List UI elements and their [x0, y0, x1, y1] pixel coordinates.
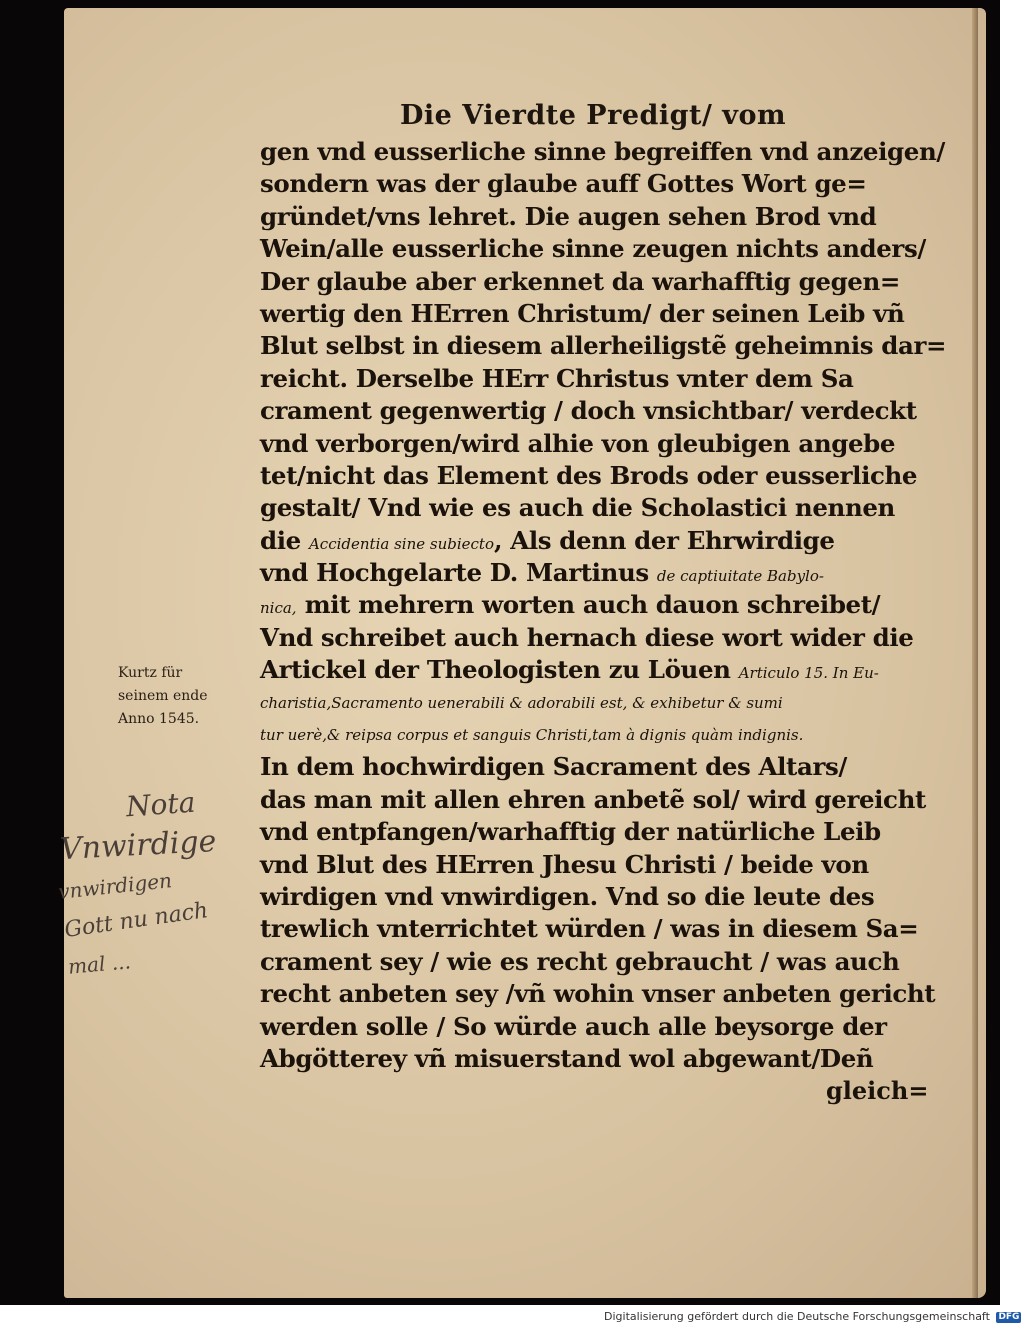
dfg-logo: DFG: [998, 1311, 1020, 1322]
marginal-note-line: Anno 1545.: [118, 711, 200, 727]
marginal-note-line: Kurtz für: [118, 665, 183, 681]
text-line: Vnd schreibet auch hernach diese wort wider die: [260, 622, 914, 652]
text-fragment: , Als denn der Ehrwirdige: [493, 525, 835, 555]
latin-line: tur uerè,& reipsa corpus et sanguis Christi,tam à dignis quàm indignis.: [260, 726, 804, 745]
text-fragment: vnd Hochgelarte D. Martinus: [260, 558, 657, 588]
latin-fragment: Articulo 15. In Eu-: [738, 664, 879, 683]
text-line: gestalt/ Vnd wie es auch die Scholastici nennen: [260, 493, 895, 523]
text-line: werden solle / So würde auch alle beysorge der: [260, 1011, 887, 1041]
text-line: tet/nicht das Element des Brods oder eusserliche: [260, 460, 918, 490]
running-head: Die Vierdte Predigt/ vom: [400, 100, 787, 131]
text-line: recht anbeten sey /vñ wohin vnser anbeten gericht: [260, 979, 936, 1009]
text-line: vnd entpfangen/warhafftig der natürliche Leib: [260, 817, 881, 847]
latin-fragment: de captiuitate Babylo-: [656, 567, 824, 586]
text-line: wertig den HErren Christum/ der seinen Leib vñ: [260, 298, 905, 328]
text-line: das man mit allen ehren anbetẽ sol/ wird gereicht: [260, 784, 926, 814]
text-line: [260, 525, 926, 557]
text-line: [260, 589, 926, 621]
text-line: Wein/alle eusserliche sinne zeugen nichts anders/: [260, 234, 926, 264]
text-line: sondern was der glaube auff Gottes Wort ge=: [260, 169, 867, 199]
text-line: gründet/vns lehret. Die augen sehen Brod vnd: [260, 201, 877, 231]
text-fragment: Artickel der Theologisten zu Löuen: [260, 655, 739, 685]
credit-text: Digitalisierung gefördert durch die Deutsche Forschungsgemeinschaft: [604, 1310, 990, 1323]
text-line: vnd Blut des HErren Jhesu Christi / beide von: [260, 849, 869, 879]
text-line: crament sey / wie es recht gebraucht / was auch: [260, 946, 900, 976]
text-line: In dem hochwirdigen Sacrament des Altars/: [260, 752, 847, 782]
text-line: wirdigen vnd vnwirdigen. Vnd so die leute des: [260, 881, 875, 911]
text-line: [260, 557, 926, 589]
handwriting-line: Nota: [124, 785, 197, 824]
marginal-note-line: seinem ende: [118, 688, 208, 704]
text-line: gen vnd eusserliche sinne begreiffen vnd anzeigen/: [260, 137, 945, 166]
text-line: Abgötterey vñ misuerstand wol abgewant/Deñ: [260, 1043, 874, 1073]
text-line: trewlich vnterrichtet würden / was in diesem Sa=: [260, 914, 919, 944]
handwritten-annotation: [56, 785, 266, 998]
text-line: [260, 654, 926, 686]
latin-line: charistia,Sacramento uenerabili & adorabili est, & exhibetur & sumi: [260, 693, 783, 712]
marginal-note: [118, 662, 258, 731]
page-edge: [972, 8, 978, 1298]
handwriting-line: vnwirdigen: [57, 868, 173, 904]
latin-fragment: Accidentia sine subiecto: [308, 534, 494, 553]
latin-fragment: nica,: [260, 599, 297, 618]
digitization-credit: [604, 1310, 1020, 1324]
text-line: crament gegenwertig / doch vnsichtbar/ verdeckt: [260, 396, 917, 426]
text-line: vnd verborgen/wird alhie von gleubigen angebe: [260, 428, 896, 458]
handwriting-line: Gott nu nach: [62, 898, 210, 943]
text-line: Der glaube aber erkennet da warhafftig gegen=: [260, 266, 901, 296]
text-line: Blut selbst in diesem allerheiligstẽ geheimnis dar=: [260, 331, 947, 361]
text-fragment: mit mehrern worten auch dauon schreibet/: [296, 590, 881, 620]
catchword: gleich=: [826, 1076, 929, 1105]
handwriting-line: Vnwirdige: [59, 823, 218, 868]
text-line: reicht. Derselbe HErr Christus vnter dem Sa: [260, 363, 854, 393]
handwriting-line: mal ...: [67, 949, 132, 979]
body-text: [260, 136, 947, 1075]
text-fragment: die: [260, 525, 309, 555]
